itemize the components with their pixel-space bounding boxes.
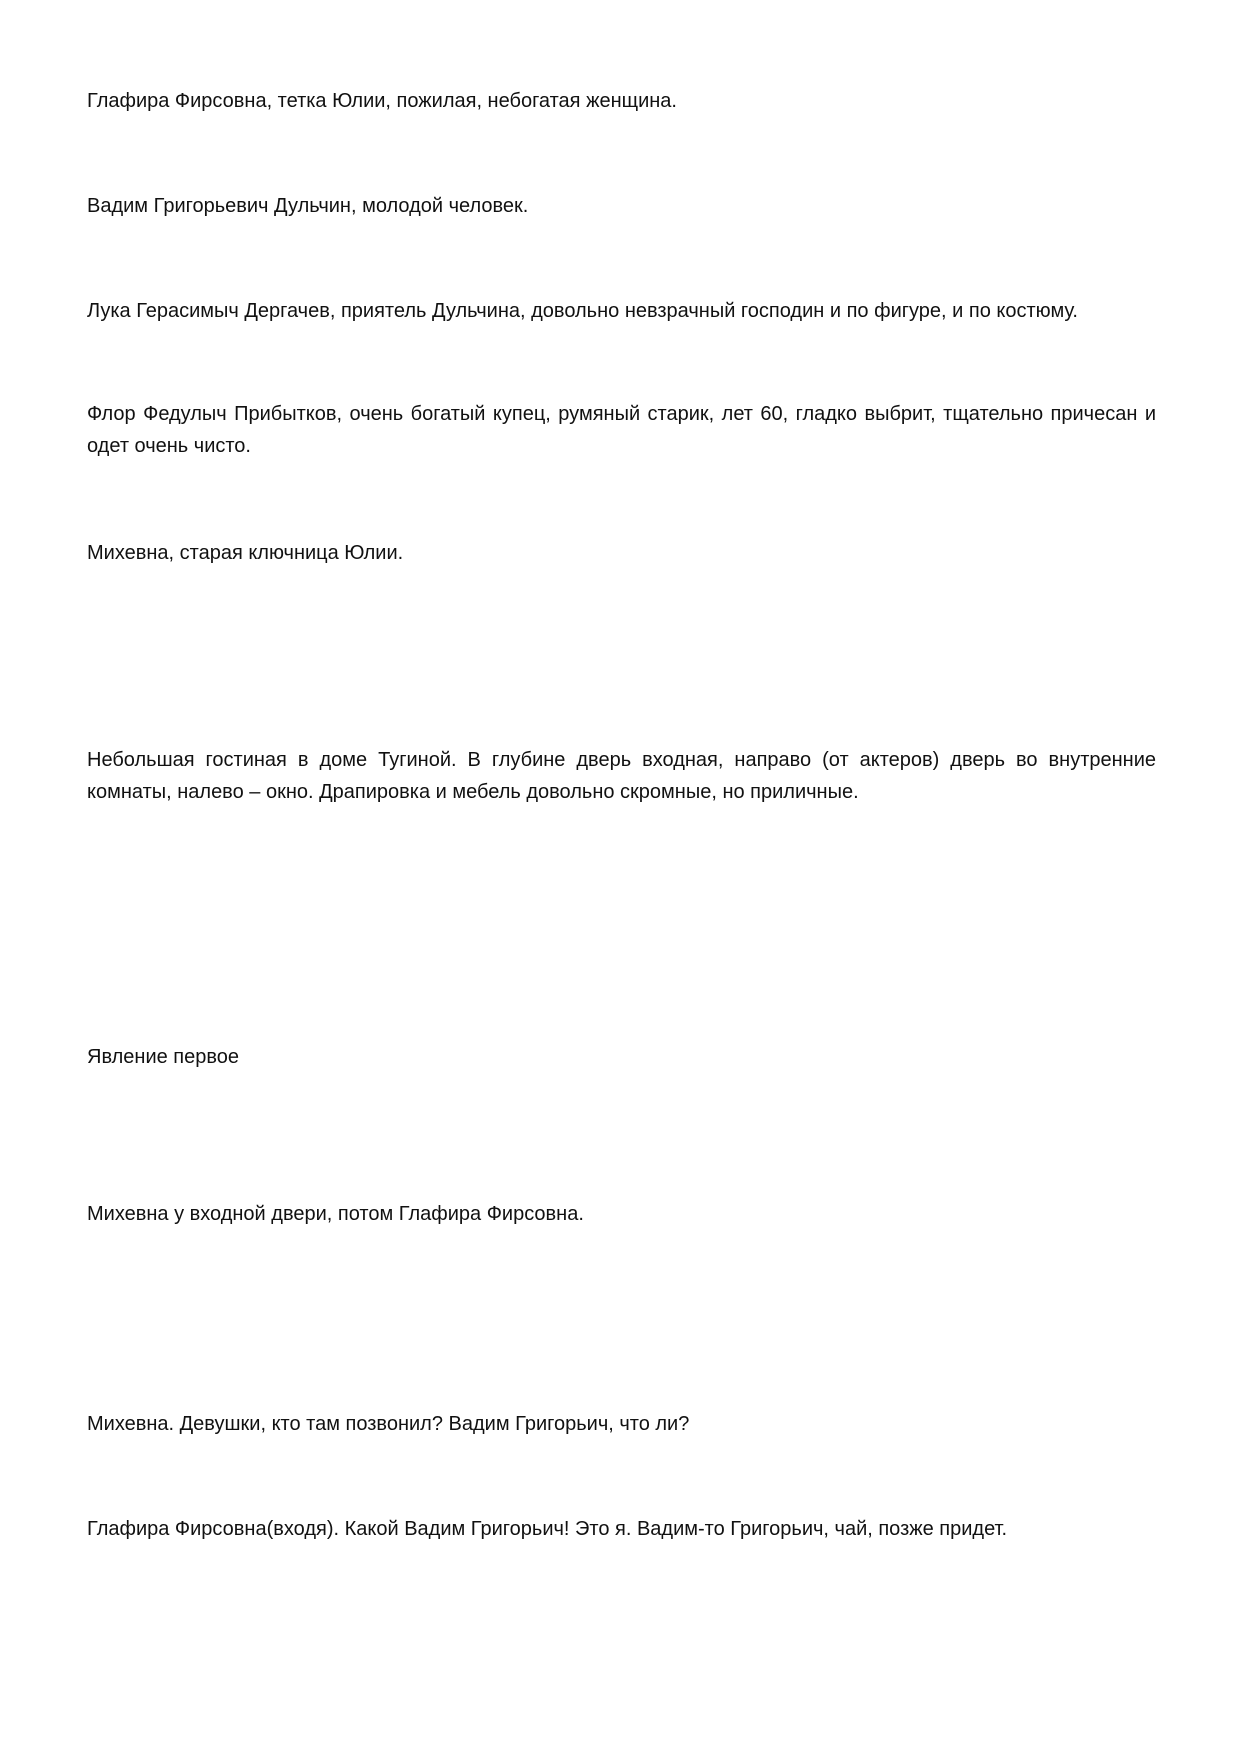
- scene-heading: Явление первое: [87, 1046, 240, 1068]
- cast-glafira-firsovna: Глафира Фирсовна, тетка Юлии, пожилая, небогатая женщина.: [87, 90, 677, 112]
- scene-direction: Михевна у входной двери, потом Глафира Фирсовна.: [87, 1203, 584, 1225]
- cast-vadim-dulchin: Вадим Григорьевич Дульчин, молодой человек.: [87, 195, 529, 217]
- cast-luka-dergachev: Лука Герасимыч Дергачев, приятель Дульчина, довольно невзрачный господин и по фигуре, и по костюму.: [87, 300, 1078, 322]
- cast-mikhevna: Михевна, старая ключница Юлии.: [87, 542, 404, 564]
- stage-setting: Небольшая гостиная в доме Тугиной. В глубине дверь входная, направо (от актеров) дверь во внутренние комнаты, налево – окно. Драпировка и мебель довольно скромные, но приличные.: [87, 749, 1156, 803]
- cast-flor-pribytkov: Флор Федулыч Прибытков, очень богатый купец, румяный старик, лет 60, гладко выбрит, тщательно причесан и одет очень чисто.: [87, 403, 1156, 457]
- dialogue-line-glafira: Глафира Фирсовна(входя). Какой Вадим Григорьич! Это я. Вадим-то Григорьич, чай, позже придет.: [87, 1518, 1008, 1540]
- dialogue-line-mikhevna: Михевна. Девушки, кто там позвонил? Вадим Григорьич, что ли?: [87, 1413, 690, 1435]
